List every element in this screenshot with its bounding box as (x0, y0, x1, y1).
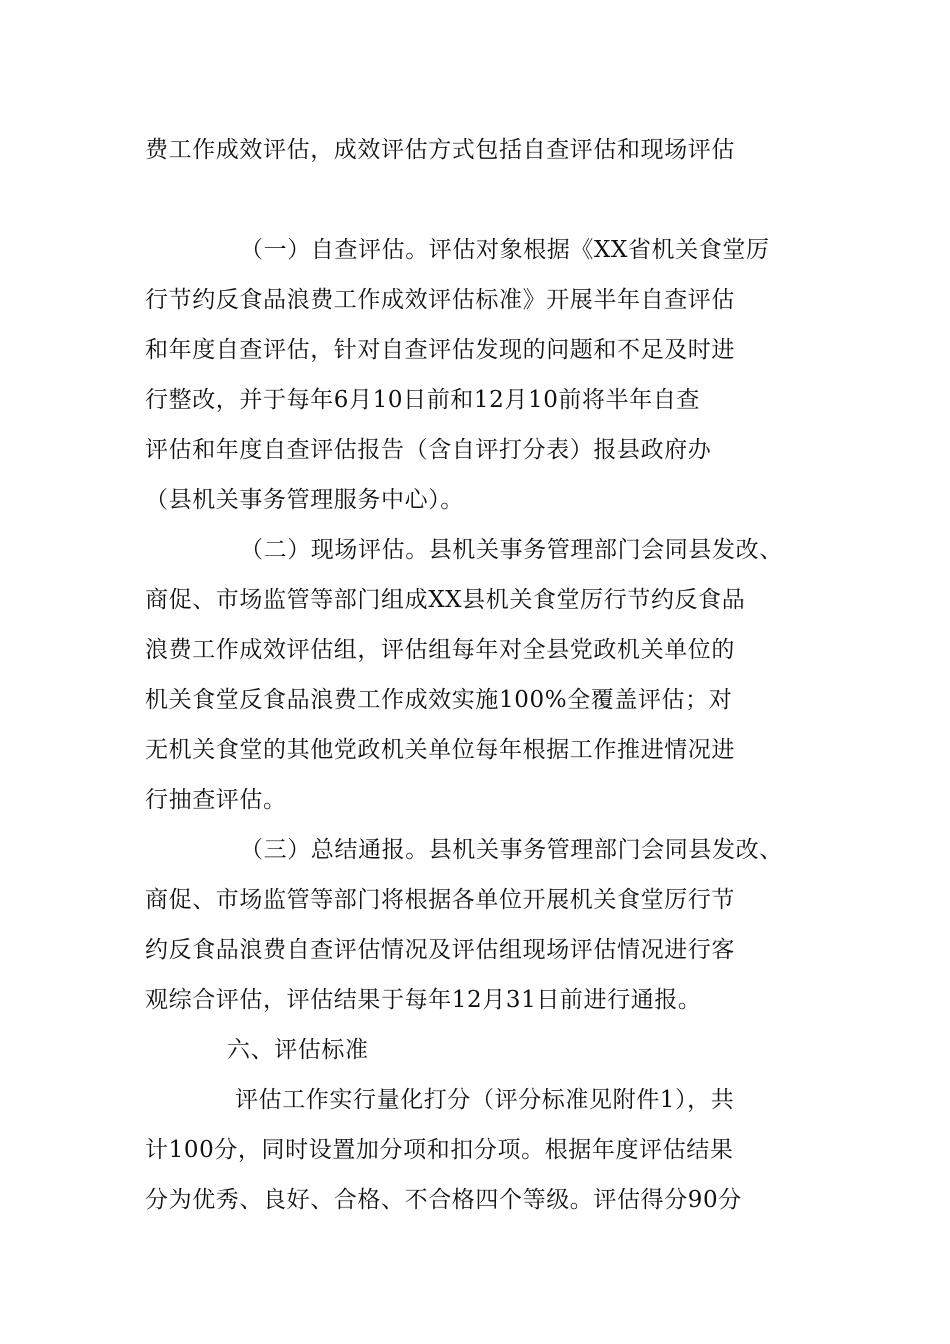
section-two-heading-line: （二）现场评估。县机关事务管理部门会同县发改、 (240, 537, 783, 563)
text-line: 行抽查评估。 (145, 787, 287, 813)
text-line: 浪费工作成效评估组，评估组每年对全县党政机关单位的 (145, 637, 735, 663)
text-line: 计100分，同时设置加分项和扣分项。根据年度评估结果 (145, 1137, 734, 1163)
text-line: 评估工作实行量化打分（评分标准见附件1），共 (235, 1087, 735, 1113)
section-three-heading-line: （三）总结通报。县机关事务管理部门会同县发改、 (240, 837, 783, 863)
text-line: 商促、市场监管等部门将根据各单位开展机关食堂厉行节 (145, 887, 735, 913)
text-line: （县机关事务管理服务中心）。 (145, 487, 464, 513)
text-line: 无机关食堂的其他党政机关单位每年根据工作推进情况进 (145, 737, 735, 763)
text-line: 约反食品浪费自查评估情况及评估组现场评估情况进行客 (145, 937, 735, 963)
text-line: 行整改，并于每年6月10日前和12月10前将半年自查 (145, 387, 701, 413)
section-heading: 六、评估标准 (227, 1037, 369, 1063)
section-one-heading-line: （一）自查评估。评估对象根据《XX省机关食堂厉 (240, 237, 770, 263)
text-line: 观综合评估，评估结果于每年12月31日前进行通报。 (145, 987, 702, 1013)
text-line: 费工作成效评估，成效评估方式包括自查评估和现场评估 (145, 137, 735, 163)
text-line: 商促、市场监管等部门组成XX县机关食堂厉行节约反食品 (145, 587, 746, 613)
text-line: 评估和年度自查评估报告（含自评打分表）报县政府办 (145, 437, 712, 463)
text-line: 机关食堂反食品浪费工作成效实施100%全覆盖评估；对 (145, 687, 733, 713)
text-line: 行节约反食品浪费工作成效评估标准》开展半年自查评估 (145, 287, 735, 313)
text-line: 分为优秀、良好、合格、不合格四个等级。评估得分90分 (145, 1187, 742, 1213)
text-line: 和年度自查评估，针对自查评估发现的问题和不足及时进 (145, 337, 735, 363)
